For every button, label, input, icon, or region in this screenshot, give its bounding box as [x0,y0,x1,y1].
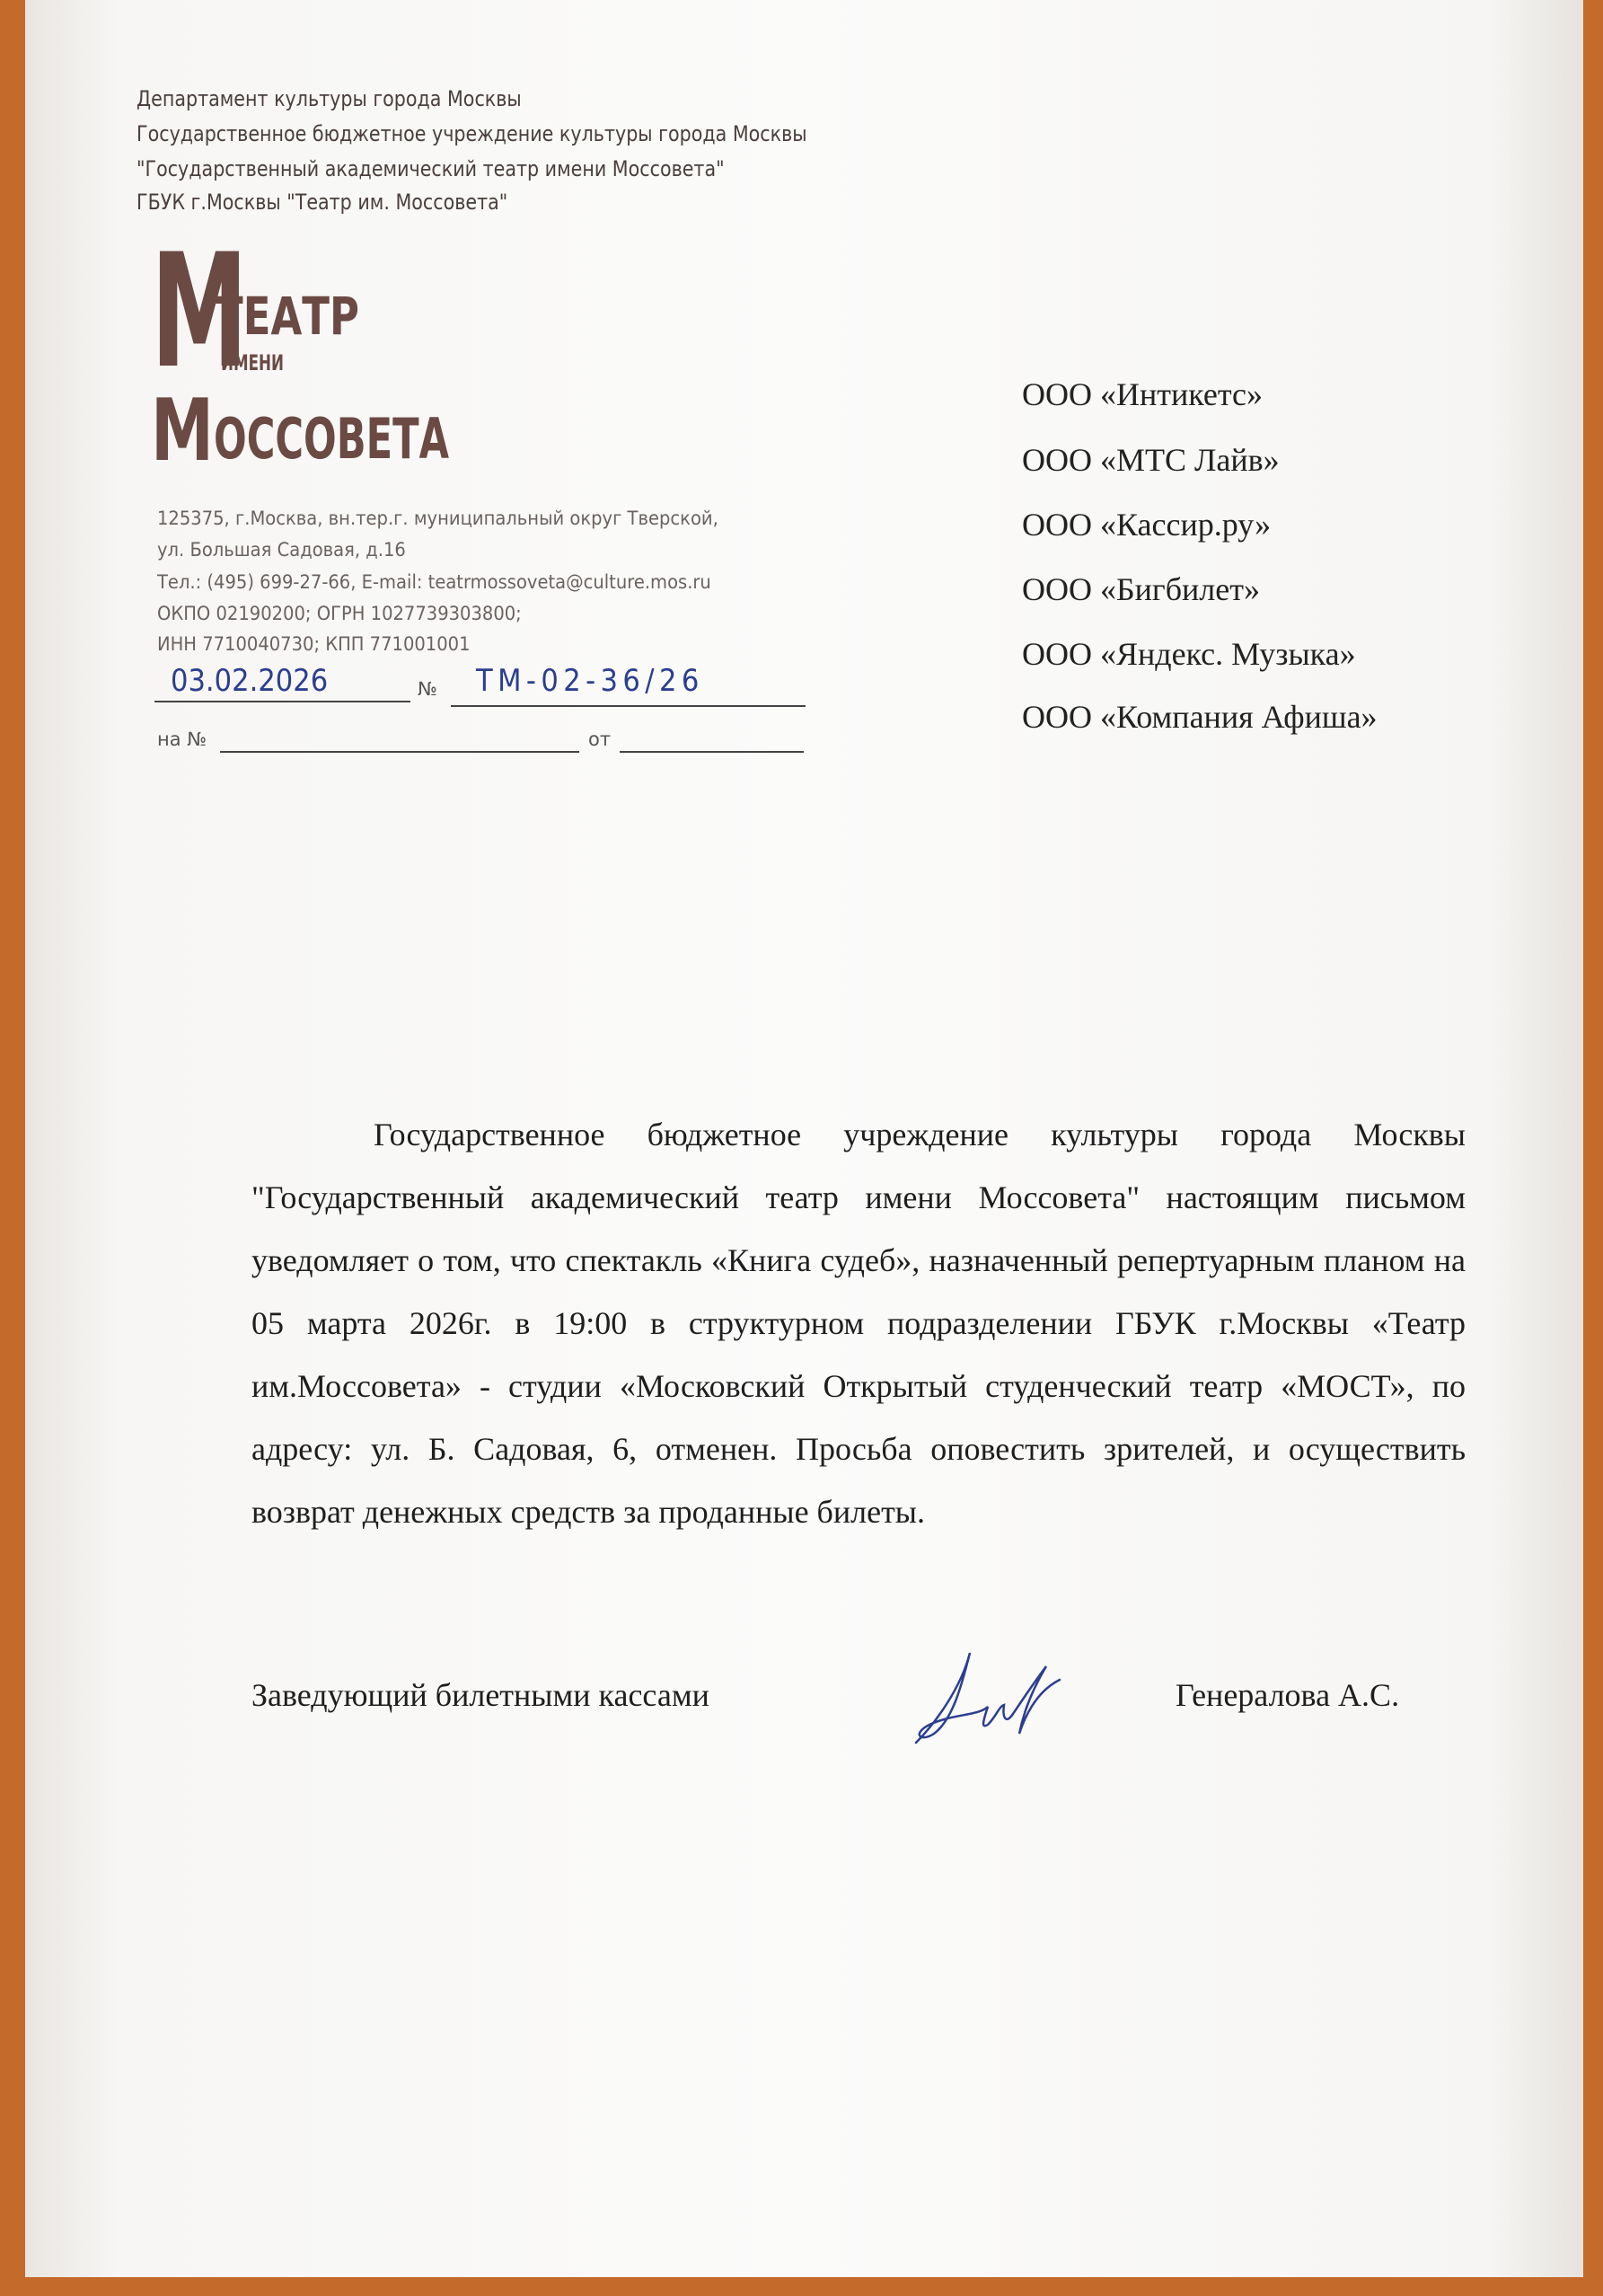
recipient: ООО «Бигбилет» [1022,571,1260,607]
logo-word: ТЕАТР [216,286,359,347]
letter-date: 03.02.2026 [171,663,329,699]
recipient: ООО «Интикетс» [1022,376,1263,412]
address-line: 125375, г.Москва, вн.тер.г. муниципальный округ Тверской, [157,508,718,529]
letterhead-line: Департамент культуры города Москвы [137,86,522,111]
signatory-name: Генералова А.С. [1176,1677,1400,1713]
reply-number-label: на № [157,729,207,750]
recipient: ООО «Компания Афиша» [1022,699,1378,735]
recipient: ООО «МТС Лайв» [1022,442,1280,478]
signatory-position: Заведующий билетными кассами [251,1677,709,1713]
letter-number: ТМ-02-36/26 [476,663,704,699]
number-label: № [418,678,437,700]
address-line: Тел.: (495) 699-27-66, E-mail: teatrmossoveta@culture.mos.ru [157,571,711,593]
logo-letter: М [151,382,214,481]
handwritten-signature [898,1635,1069,1761]
logo-word: ИМЕНИ [221,350,284,375]
letter-body: Государственное бюджетное учреждение культуры города Москвы "Государственный академический театр имени Моссовета" настоящим письмом уведомляет о том, что спектакль «Книга судеб», назначенный репертуарным планом на 05 марта 2026г. в 19:00 в структурном подразделении ГБУК г.Москвы «Театр им.Моссовета» - студии «Московский Открытый студенческий театр «МОСТ», по адресу: ул. Б. Садовая, 6, отменен. Просьба оповестить зрителей, и осуществить возврат денежных средств за проданные билеты. [251,1117,1466,1530]
theatre-logo [151,220,456,481]
letterhead-line: ГБУК г.Москвы "Театр им. Моссовета" [137,190,508,215]
recipient: ООО «Яндекс. Музыка» [1022,636,1356,672]
address-line: ИНН 7710040730; КПП 771001001 [157,633,471,655]
recipient: ООО «Кассир.ру» [1022,507,1272,543]
date-underline [154,701,410,702]
logo-word: ОССОВЕТА [214,406,450,472]
number-underline [451,705,806,707]
address-line: ОКПО 02190200; ОГРН 1027739303800; [157,603,522,624]
reply-from-label: от [588,729,612,750]
letterhead-line: Государственное бюджетное учреждение культуры города Москвы [137,121,807,146]
logo-letter: М [151,220,248,404]
address-line: ул. Большая Садовая, д.16 [157,539,406,561]
reply-number-line [220,751,579,753]
reply-date-line [620,751,804,753]
letterhead-line: "Государственный академический театр имени Моссовета" [137,156,725,181]
